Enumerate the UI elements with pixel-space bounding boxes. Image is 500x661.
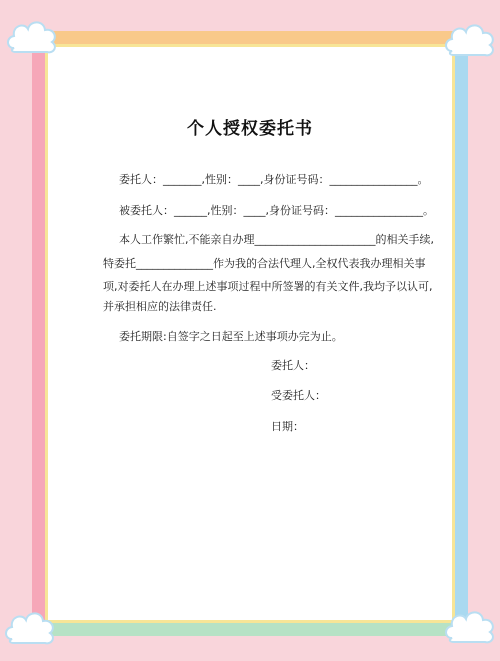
body-paragraph-line: 项,对委托人在办理上述事项过程中所签署的有关文件,我均予以认可, — [103, 280, 433, 293]
signature-agent: 受委托人： — [271, 389, 326, 402]
agent-info-line: 被委托人：______,性别：____,身份证号码：________________。 — [119, 204, 434, 217]
cloud-icon — [442, 15, 498, 63]
document-title: 个人授权委托书 — [187, 119, 313, 139]
signature-date: 日期： — [271, 420, 304, 433]
client-info-line: 委托人：_______,性别：____,身份证号码：________________。 — [119, 173, 429, 186]
entrust-period: 委托期限:自签字之日起至上述事项办完为止。 — [119, 330, 343, 343]
body-paragraph-line: 本人工作繁忙,不能亲自办理______________________的相关手续, — [119, 233, 434, 246]
cloud-icon — [4, 12, 60, 60]
body-paragraph-line: 并承担相应的法律责任. — [103, 300, 217, 313]
cloud-icon — [442, 602, 498, 650]
signature-client: 委托人： — [271, 359, 315, 372]
body-paragraph-line: 特委托______________作为我的合法代理人,全权代表我办理相关事 — [103, 257, 426, 270]
cloud-icon — [2, 603, 58, 651]
